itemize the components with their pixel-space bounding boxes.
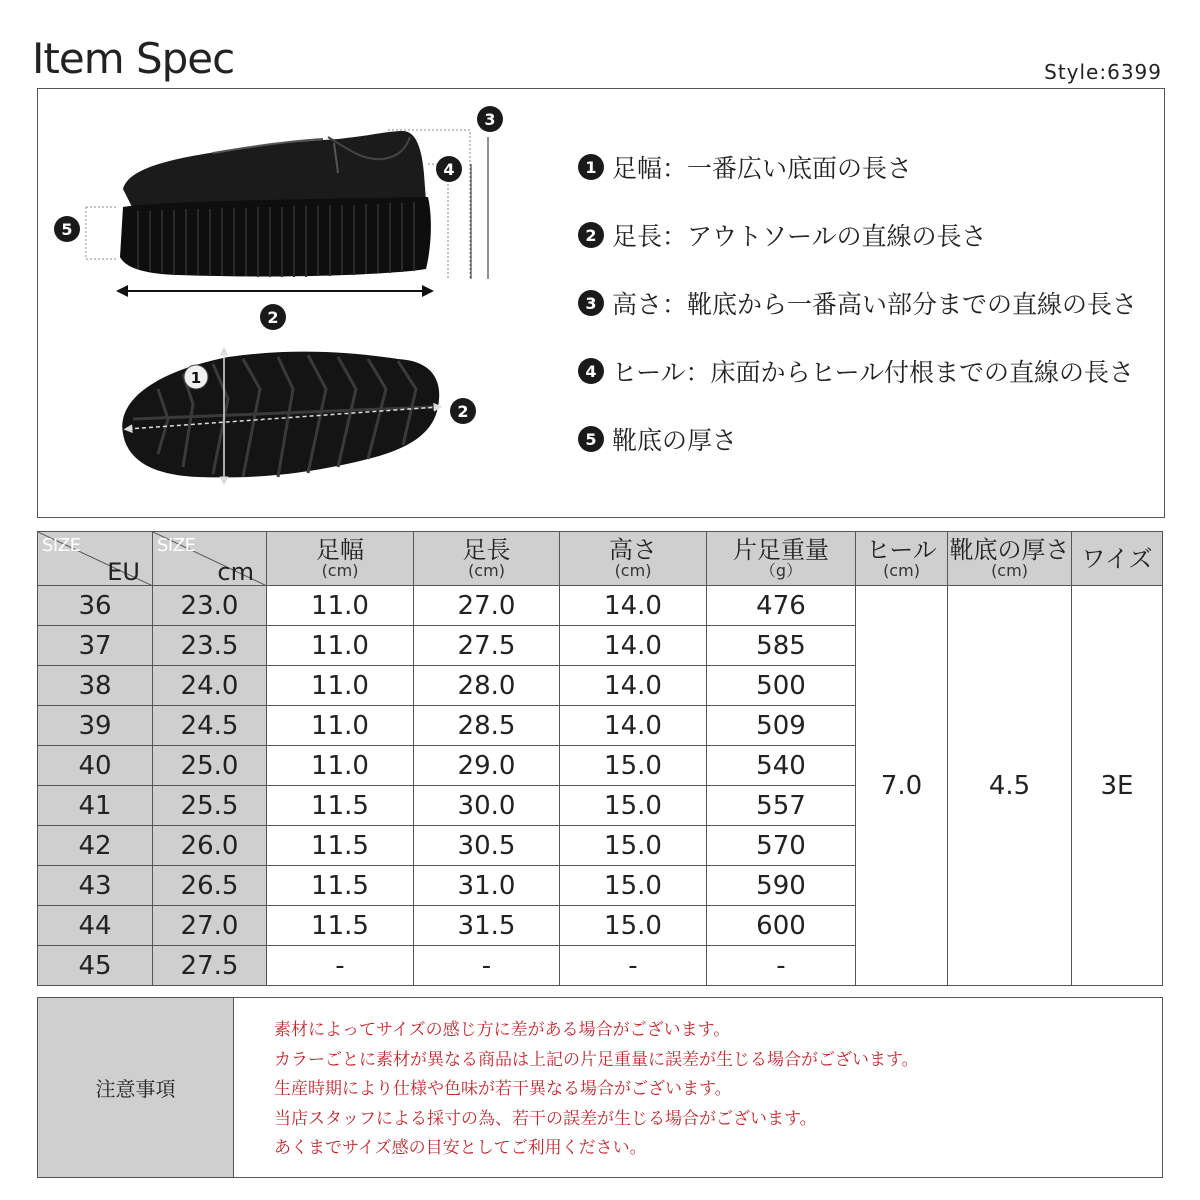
size-eu-cell: 43 bbox=[38, 866, 153, 906]
table-cell: 30.0 bbox=[414, 786, 560, 826]
spec-diagram-panel bbox=[37, 88, 1165, 518]
legend-item-5 bbox=[578, 421, 737, 457]
legend-item-1 bbox=[578, 149, 912, 185]
table-cell: 600 bbox=[707, 906, 856, 946]
size-cm-cell: 24.0 bbox=[153, 666, 267, 706]
badge-3-label: 3 bbox=[484, 110, 496, 129]
table-cell: 11.5 bbox=[267, 866, 414, 906]
table-cell: 29.0 bbox=[414, 746, 560, 786]
size-eu-cell: 44 bbox=[38, 906, 153, 946]
table-cell: 11.0 bbox=[267, 626, 414, 666]
table-cell: 28.0 bbox=[414, 666, 560, 706]
size-eu-cell: 37 bbox=[38, 626, 153, 666]
note-line: カラーごとに素材が異なる商品は上記の片足重量に誤差が生じる場合がございます。 bbox=[274, 1049, 919, 1070]
size-cm-cell: 26.5 bbox=[153, 866, 267, 906]
header-height: 高さ (cm) bbox=[560, 532, 707, 586]
size-cm-cell: 25.5 bbox=[153, 786, 267, 826]
table-cell: - bbox=[560, 946, 707, 986]
page-title: Item Spec bbox=[32, 34, 235, 83]
shoe-diagram bbox=[38, 89, 538, 517]
table-cell: - bbox=[707, 946, 856, 986]
legend-text-1: 足幅：一番広い底面の長さ bbox=[612, 154, 913, 183]
table-cell: 14.0 bbox=[560, 626, 707, 666]
size-eu-cell: 42 bbox=[38, 826, 153, 866]
table-cell: 15.0 bbox=[560, 826, 707, 866]
legend-item-2 bbox=[578, 217, 987, 253]
size-cm-cell: 23.5 bbox=[153, 626, 267, 666]
table-cell: 28.5 bbox=[414, 706, 560, 746]
table-cell: 585 bbox=[707, 626, 856, 666]
size-eu-cell: 40 bbox=[38, 746, 153, 786]
shoe-sole-view bbox=[122, 351, 439, 481]
badge-2-sole-icon bbox=[450, 398, 476, 424]
table-cell: 15.0 bbox=[560, 866, 707, 906]
table-cell: 11.0 bbox=[267, 666, 414, 706]
header-size-eu-top: SIZE bbox=[42, 535, 81, 556]
size-table-body bbox=[38, 586, 1163, 986]
size-cm-cell: 25.0 bbox=[153, 746, 267, 786]
header-heel: ヒール (cm) bbox=[856, 532, 948, 586]
note-line: あくまでサイズ感の目安としてご利用ください。 bbox=[274, 1138, 647, 1158]
legend-badge-4-icon: 4 bbox=[578, 358, 604, 384]
legend-badge-5-icon: 5 bbox=[578, 426, 604, 452]
table-cell: 11.0 bbox=[267, 746, 414, 786]
table-cell: 11.0 bbox=[267, 706, 414, 746]
notes-label: 注意事項 bbox=[38, 998, 234, 1177]
legend-item-3 bbox=[578, 285, 1137, 321]
legend-item-4 bbox=[578, 353, 1134, 389]
legend-text-4: ヒール：床面からヒール付根までの直線の長さ bbox=[612, 358, 1135, 387]
table-cell: - bbox=[414, 946, 560, 986]
table-cell: 11.5 bbox=[267, 906, 414, 946]
header-foot-length: 足長 (cm) bbox=[414, 532, 560, 586]
badge-3-icon bbox=[477, 106, 503, 132]
table-cell: 14.0 bbox=[560, 666, 707, 706]
header-size-cm-bottom: cm bbox=[217, 558, 254, 586]
size-eu-cell: 45 bbox=[38, 946, 153, 986]
size-eu-cell: 41 bbox=[38, 786, 153, 826]
note-line: 素材によってサイズの感じ方に差がある場合がございます。 bbox=[274, 1020, 731, 1040]
heel-cell: 7.0 bbox=[856, 586, 948, 986]
size-eu-cell: 39 bbox=[38, 706, 153, 746]
table-row bbox=[38, 586, 1163, 626]
legend-badge-3-icon: 3 bbox=[578, 290, 604, 316]
header-wise: ワイズ bbox=[1072, 532, 1163, 586]
legend-badge-1-icon: 1 bbox=[578, 154, 604, 180]
size-cm-cell: 26.0 bbox=[153, 826, 267, 866]
badge-4-label: 4 bbox=[443, 160, 455, 179]
header-sole-thickness: 靴底の厚さ (cm) bbox=[948, 532, 1072, 586]
table-cell: 27.5 bbox=[414, 626, 560, 666]
header-size-cm-top: SIZE bbox=[157, 535, 196, 556]
shoe-side-view bbox=[86, 130, 488, 291]
legend-badge-2-icon: 2 bbox=[578, 222, 604, 248]
notes-panel bbox=[37, 997, 1163, 1178]
table-cell: - bbox=[267, 946, 414, 986]
header-size-eu bbox=[38, 532, 153, 586]
table-cell: 11.0 bbox=[267, 586, 414, 626]
style-number: Style:6399 bbox=[1044, 60, 1162, 84]
table-cell: 15.0 bbox=[560, 786, 707, 826]
size-cm-cell: 24.5 bbox=[153, 706, 267, 746]
table-cell: 570 bbox=[707, 826, 856, 866]
wise-cell: 3E bbox=[1072, 586, 1163, 986]
badge-2-side-icon bbox=[260, 304, 286, 330]
sole-thickness-cell: 4.5 bbox=[948, 586, 1072, 986]
table-cell: 15.0 bbox=[560, 746, 707, 786]
table-cell: 476 bbox=[707, 586, 856, 626]
size-table-header bbox=[38, 532, 1163, 586]
badge-2-sole-label: 2 bbox=[457, 402, 469, 421]
table-cell: 557 bbox=[707, 786, 856, 826]
table-cell: 30.5 bbox=[414, 826, 560, 866]
badge-1-label: 1 bbox=[190, 369, 202, 387]
table-cell: 31.5 bbox=[414, 906, 560, 946]
size-cm-cell: 23.0 bbox=[153, 586, 267, 626]
table-cell: 11.5 bbox=[267, 786, 414, 826]
size-eu-cell: 36 bbox=[38, 586, 153, 626]
header-foot-width: 足幅 (cm) bbox=[267, 532, 414, 586]
table-cell: 14.0 bbox=[560, 706, 707, 746]
size-cm-cell: 27.5 bbox=[153, 946, 267, 986]
legend-text-5: 靴底の厚さ bbox=[612, 426, 738, 455]
table-cell: 500 bbox=[707, 666, 856, 706]
table-cell: 14.0 bbox=[560, 586, 707, 626]
size-eu-cell: 38 bbox=[38, 666, 153, 706]
note-line: 当店スタッフによる採寸の為、若干の誤差が生じる場合がございます。 bbox=[274, 1108, 817, 1129]
badge-1-icon bbox=[184, 365, 208, 389]
header-size-cm bbox=[153, 532, 267, 586]
table-cell: 540 bbox=[707, 746, 856, 786]
note-line: 生産時期により仕様や色味が若干異なる場合がございます。 bbox=[274, 1079, 732, 1099]
badge-5-icon bbox=[54, 216, 80, 242]
size-table bbox=[37, 531, 1163, 986]
size-cm-cell: 27.0 bbox=[153, 906, 267, 946]
header-weight: 片足重量 （g） bbox=[707, 532, 856, 586]
header-size-eu-bottom: EU bbox=[107, 558, 140, 586]
table-cell: 31.0 bbox=[414, 866, 560, 906]
legend-text-3: 高さ：靴底から一番高い部分までの直線の長さ bbox=[612, 290, 1138, 319]
table-cell: 509 bbox=[707, 706, 856, 746]
badge-4-icon bbox=[436, 156, 462, 182]
table-cell: 11.5 bbox=[267, 826, 414, 866]
legend-text-2: 足長：アウトソールの直線の長さ bbox=[612, 222, 987, 251]
badge-5-label: 5 bbox=[61, 220, 73, 239]
badge-2-side-label: 2 bbox=[267, 308, 279, 327]
table-cell: 15.0 bbox=[560, 906, 707, 946]
table-cell: 590 bbox=[707, 866, 856, 906]
table-cell: 27.0 bbox=[414, 586, 560, 626]
notes-body bbox=[234, 998, 919, 1177]
